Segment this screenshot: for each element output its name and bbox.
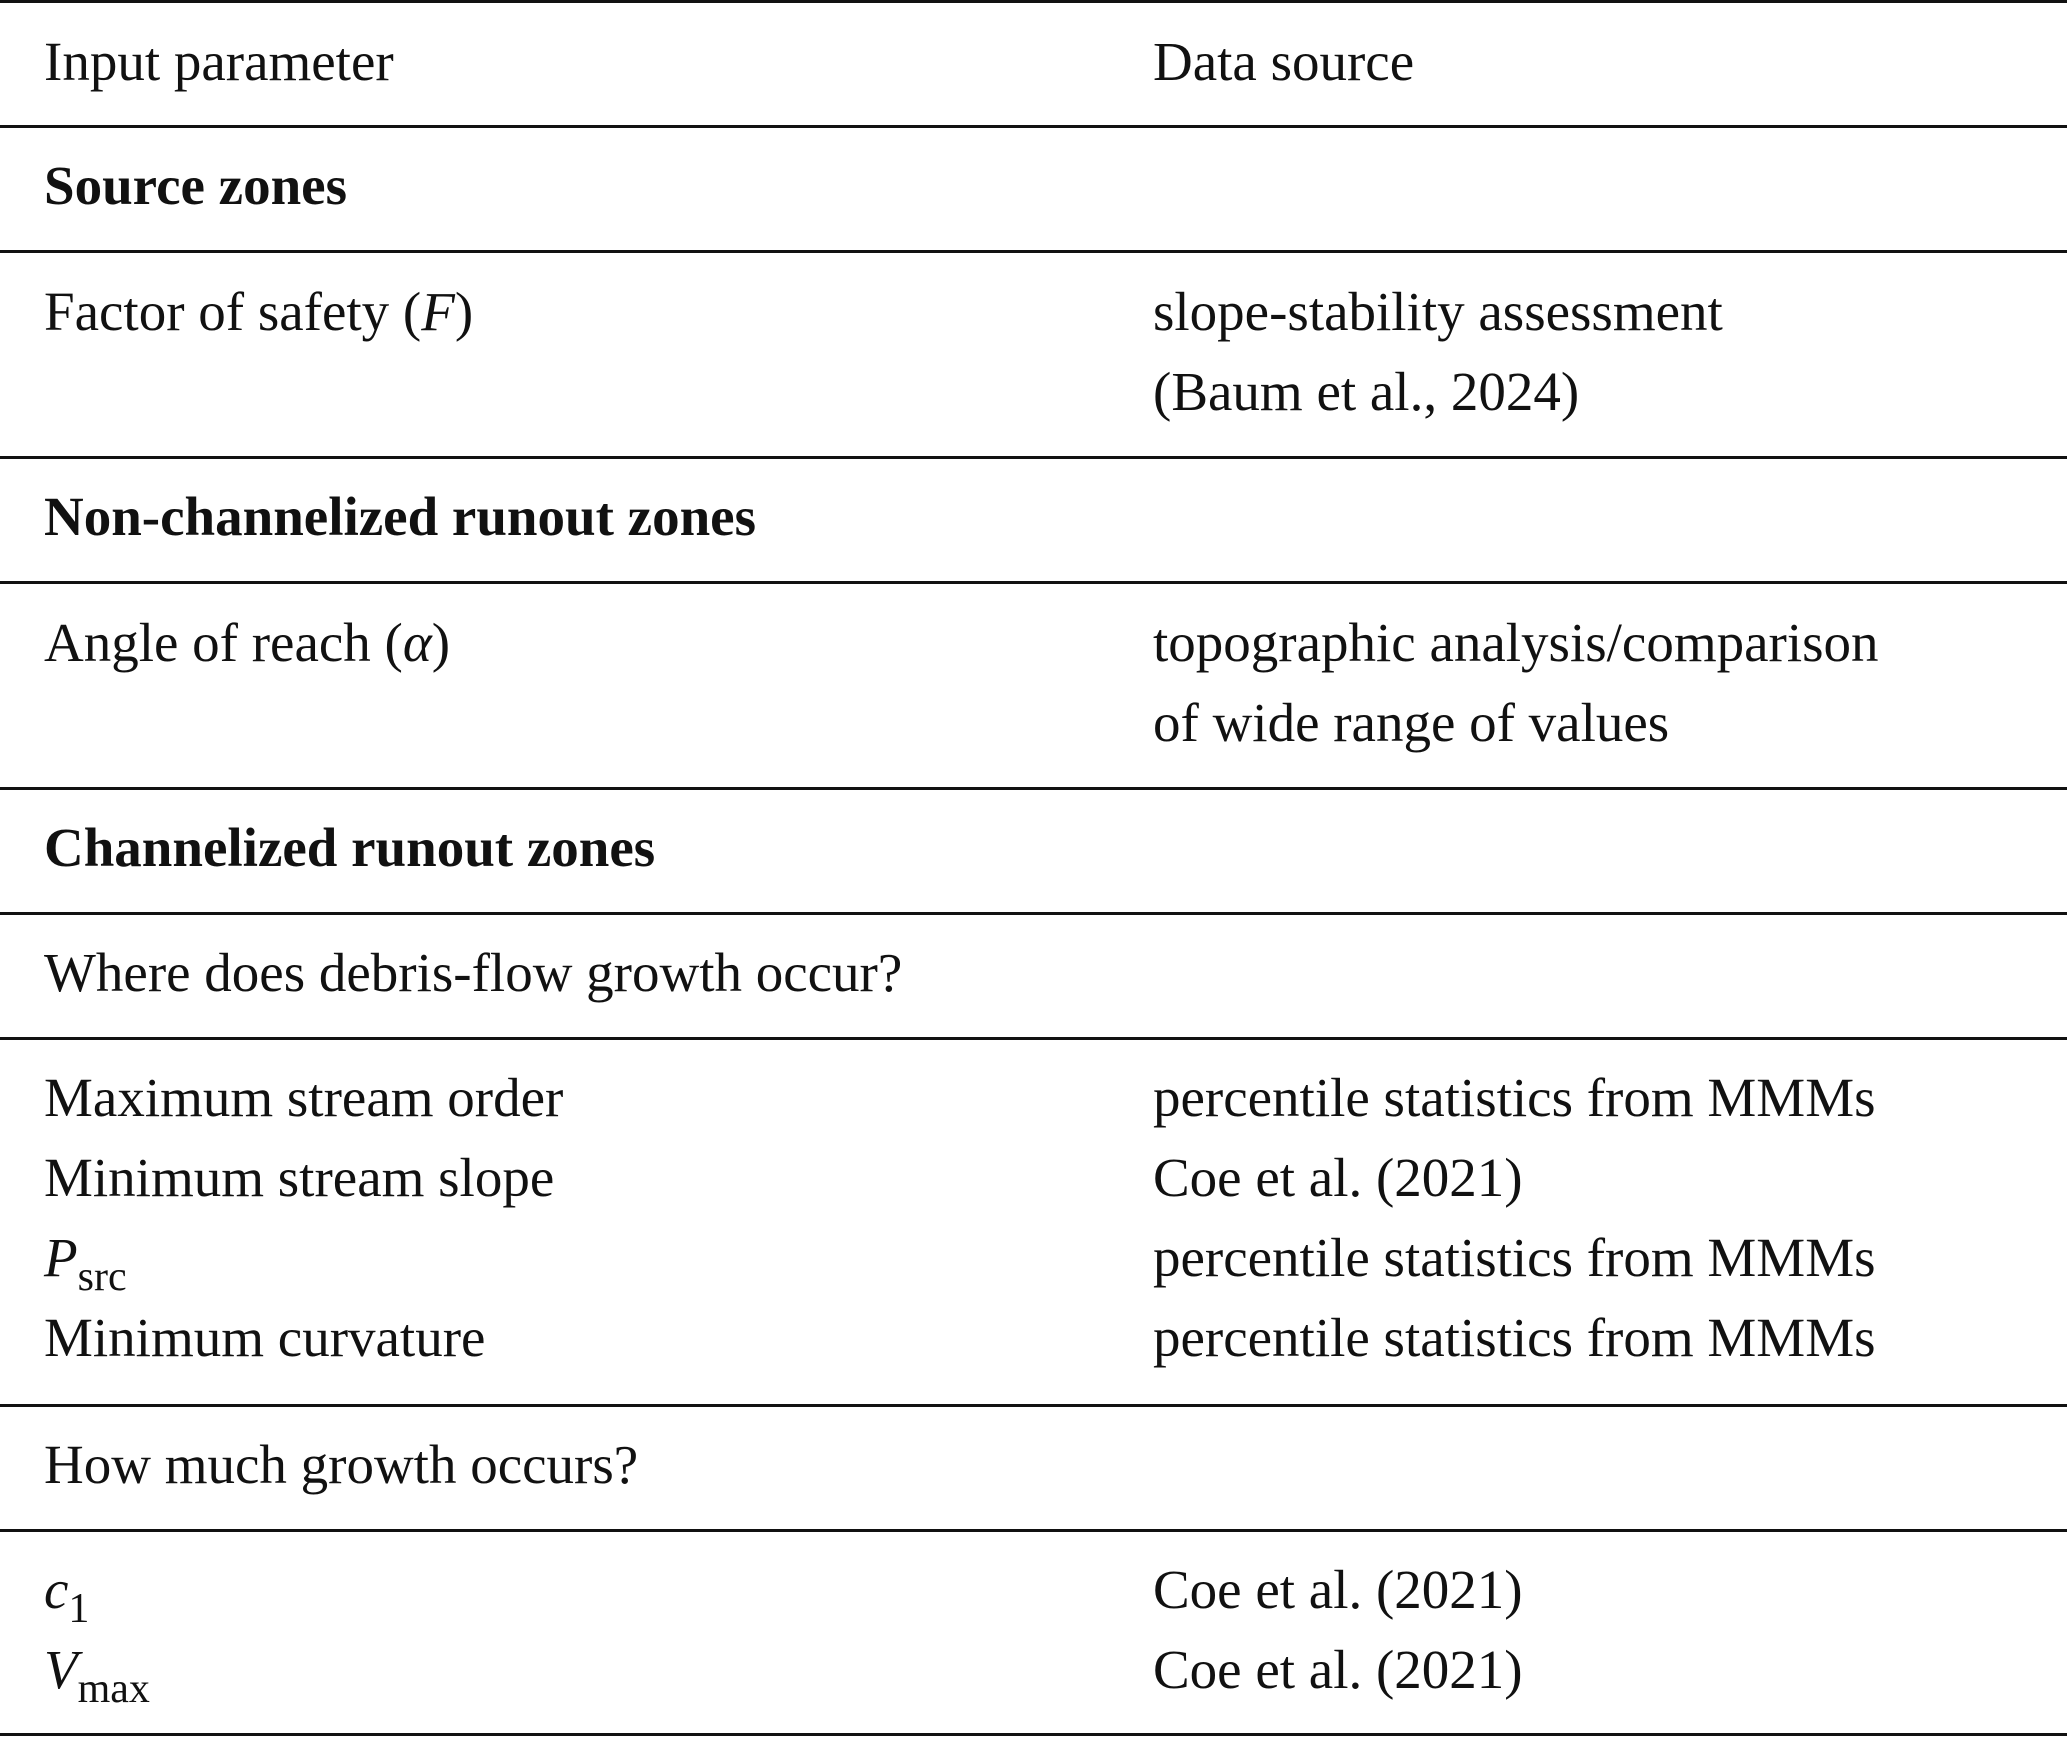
source-p-src: percentile statistics from MMMs [1153, 1227, 1876, 1288]
source-factor-of-safety-line1: slope-stability assessment [1153, 281, 1723, 342]
subsection-question-where: Where does debris-flow growth occur? [44, 942, 903, 1003]
source-min-curvature: percentile statistics from MMMs [1153, 1307, 1876, 1368]
table-bottom-rule [0, 1733, 2067, 1736]
param-symbol: c [44, 1559, 69, 1620]
param-factor-of-safety [44, 272, 473, 352]
param-subscript: src [77, 1254, 127, 1300]
section-title-channelized: Channelized runout zones [44, 817, 656, 878]
column-header-source: Data source [1153, 31, 1415, 92]
source-factor-of-safety-line2: (Baum et al., 2024) [1153, 361, 1580, 422]
param-angle-of-reach [44, 603, 450, 683]
param-p-src [44, 1218, 127, 1298]
source-vmax: Coe et al. (2021) [1153, 1639, 1523, 1700]
source-max-stream-order: percentile statistics from MMMs [1153, 1067, 1876, 1128]
param-c1 [44, 1550, 89, 1630]
source-angle-of-reach-line1: topographic analysis/comparison [1153, 612, 1879, 673]
section-rule [0, 787, 2067, 790]
param-subscript: max [77, 1666, 150, 1712]
param-close: ) [454, 281, 474, 342]
column-header-parameter: Input parameter [44, 31, 394, 92]
param-subscript: 1 [68, 1586, 90, 1632]
table-top-rule [0, 0, 2067, 3]
source-c1: Coe et al. (2021) [1153, 1559, 1523, 1620]
param-symbol: α [402, 612, 432, 673]
section-rule [0, 1529, 2067, 1532]
section-rule [0, 250, 2067, 253]
section-rule [0, 456, 2067, 459]
param-text: Angle of reach ( [44, 612, 403, 673]
param-vmax [44, 1630, 150, 1710]
source-angle-of-reach-line2: of wide range of values [1153, 692, 1670, 753]
param-min-stream-slope: Minimum stream slope [44, 1147, 555, 1208]
subsection-question-how-much: How much growth occurs? [44, 1434, 639, 1495]
param-symbol: F [421, 281, 455, 342]
source-min-stream-slope: Coe et al. (2021) [1153, 1147, 1523, 1208]
param-min-curvature: Minimum curvature [44, 1307, 486, 1368]
param-close: ) [431, 612, 451, 673]
section-rule [0, 581, 2067, 584]
section-title-source-zones: Source zones [44, 155, 347, 216]
header-rule [0, 125, 2067, 128]
param-symbol: P [44, 1227, 78, 1288]
param-symbol: V [44, 1639, 78, 1700]
section-rule [0, 1404, 2067, 1407]
section-rule [0, 1037, 2067, 1040]
param-text: Factor of safety ( [44, 281, 422, 342]
section-rule [0, 912, 2067, 915]
param-max-stream-order: Maximum stream order [44, 1067, 564, 1128]
section-title-non-channelized: Non-channelized runout zones [44, 486, 756, 547]
